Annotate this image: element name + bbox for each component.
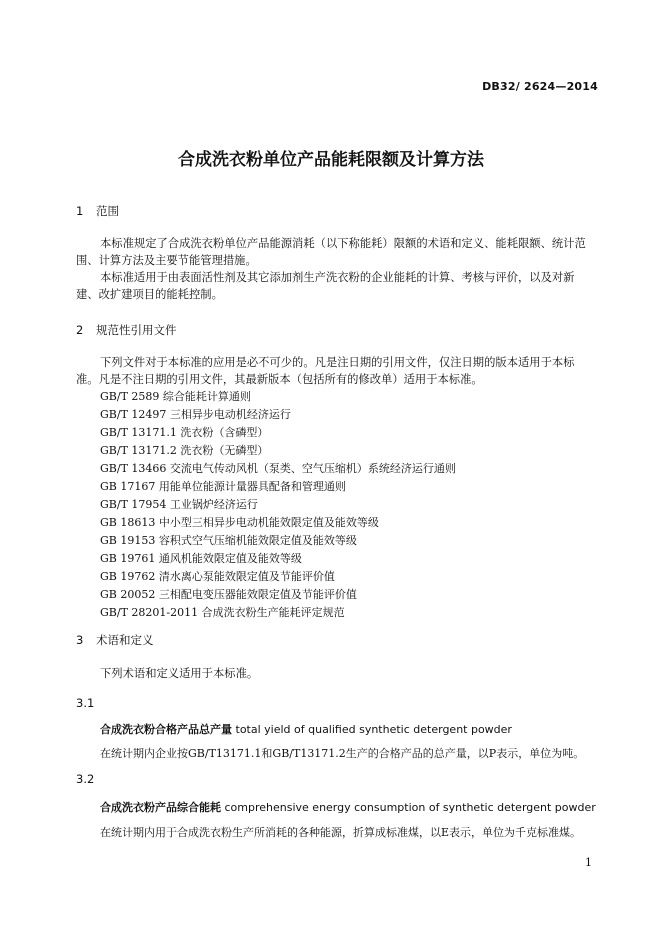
- section-3-heading: [76, 632, 154, 648]
- term-chinese: 合成洗衣粉合格产品总产量: [100, 723, 232, 736]
- reference-item: GB/T 13171.2 洗衣粉（无磷型）: [100, 444, 269, 457]
- reference-item: GB 18613 中小型三相异步电动机能效限定值及能效等级: [100, 516, 379, 529]
- section-2-intro: [76, 354, 594, 388]
- page-number: 1: [585, 856, 592, 869]
- term-heading: [100, 799, 596, 815]
- reference-item: GB/T 13171.1 洗衣粉（含磷型）: [100, 426, 269, 439]
- section-number: 2: [76, 323, 84, 337]
- section-3-intro: [76, 665, 594, 682]
- term-heading: [100, 721, 512, 737]
- reference-item: GB 19762 清水离心泵能效限定值及节能评价值: [100, 570, 335, 583]
- reference-item: GB/T 28201-2011 合成洗衣粉生产能耗评定规范: [100, 606, 345, 619]
- reference-item: GB/T 17954 工业锅炉经济运行: [100, 498, 258, 511]
- reference-item: GB/T 12497 三相异步电动机经济运行: [100, 408, 291, 421]
- term-english: comprehensive energy consumption of synthetic detergent powder: [224, 801, 596, 814]
- term-english: total yield of qualified synthetic detergent powder: [235, 723, 512, 736]
- reference-item: GB/T 13466 交流电气传动风机（泵类、空气压缩机）系统经济运行通则: [100, 462, 456, 475]
- section-title: 范围: [96, 204, 119, 218]
- reference-item: GB 20052 三相配电变压器能效限定值及节能评价值: [100, 588, 357, 601]
- reference-list: [100, 388, 456, 622]
- term-definition: 在统计期内用于合成洗衣粉生产所消耗的各种能源，折算成标准煤，以E表示，单位为千克标准煤。: [100, 826, 582, 839]
- paragraph: 下列文件对于本标准的应用是必不可少的。凡是注日期的引用文件，仅注日期的版本适用于本标准。凡是不注日期的引用文件，其最新版本（包括所有的修改单）适用于本标准。: [76, 356, 575, 386]
- reference-item: GB 19761 通风机能效限定值及能效等级: [100, 552, 302, 565]
- subsection-number: 3.2: [76, 772, 95, 786]
- reference-item: GB 17167 用能单位能源计量器具配备和管理通则: [100, 480, 346, 493]
- paragraph: 下列术语和定义适用于本标准。: [100, 667, 259, 680]
- term-chinese: 合成洗衣粉产品综合能耗: [100, 801, 221, 814]
- reference-item: GB 19153 容积式空气压缩机能效限定值及能效等级: [100, 534, 357, 547]
- section-title: 规范性引用文件: [96, 323, 177, 337]
- section-1-heading: [76, 203, 119, 219]
- paragraph: 本标准规定了合成洗衣粉单位产品能源消耗（以下称能耗）限额的术语和定义、能耗限额、统计范围、计算方法及主要节能管理措施。: [76, 237, 586, 267]
- section-number: 1: [76, 204, 84, 218]
- section-title: 术语和定义: [96, 633, 154, 647]
- standard-code: DB32/ 2624—2014: [482, 80, 598, 93]
- reference-item: GB/T 2589 综合能耗计算通则: [100, 390, 251, 403]
- section-1-body: [76, 235, 594, 303]
- document-title: 合成洗衣粉单位产品能耗限额及计算方法: [178, 150, 484, 170]
- term-definition: 在统计期内企业按GB/T13171.1和GB/T13171.2生产的合格产品的总产量，以P表示，单位为吨。: [100, 747, 585, 760]
- paragraph: 本标准适用于由表面活性剂及其它添加剂生产洗衣粉的企业能耗的计算、考核与评价，以及对新建、改扩建项目的能耗控制。: [76, 271, 575, 301]
- subsection-number: 3.1: [76, 696, 95, 710]
- section-number: 3: [76, 633, 84, 647]
- section-2-heading: [76, 322, 177, 338]
